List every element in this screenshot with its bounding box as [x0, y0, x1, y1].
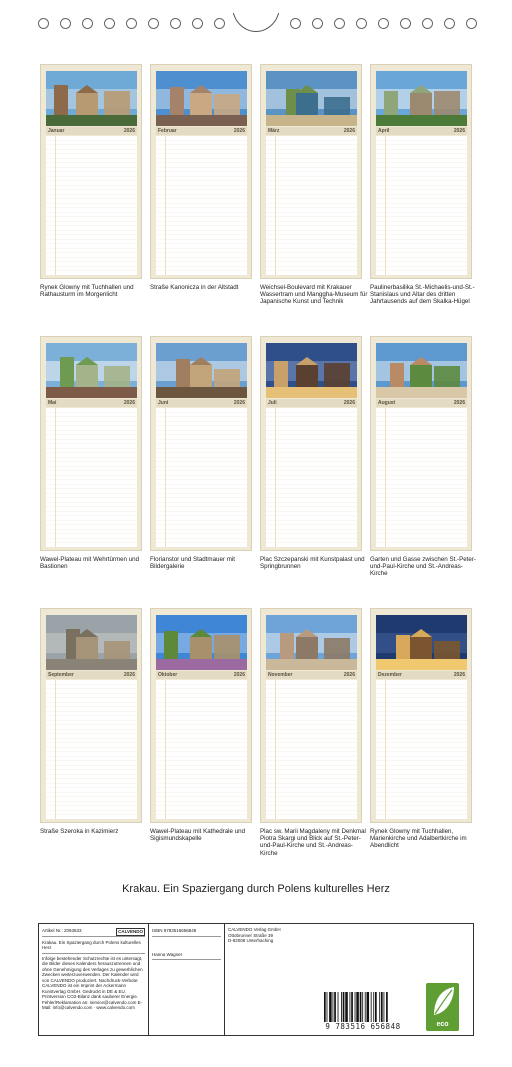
- month-caption: Wawel-Plateau mit Wehrtürmen und Bastionen: [40, 556, 140, 571]
- month-photo-art: [156, 71, 247, 126]
- month-photo: [156, 71, 247, 126]
- footer-col-isbn: [149, 924, 225, 1035]
- day-lines: [376, 680, 467, 819]
- binding-hole: [38, 18, 49, 29]
- month-year: 2026: [453, 672, 465, 678]
- barcode-bar: [381, 992, 383, 1022]
- month-name: September: [48, 672, 74, 678]
- day-lines: [266, 680, 357, 819]
- month-caption: Paulinerbasilika St.-Michaelis-und-St.-Stanislaus und Altar des dritten Jahrtausends auf dem Skalka-Hügel: [370, 284, 475, 306]
- binding-hole: [312, 18, 323, 29]
- month-caption: Wawel-Plateau mit Kathedrale und Sigismundskapelle: [150, 828, 246, 843]
- month-photo-art: [46, 343, 137, 398]
- month-name: April: [378, 128, 390, 134]
- month-name: August: [378, 400, 396, 406]
- barcode-bar: [375, 992, 377, 1022]
- month-caption: Florianstor und Stadtmauer mit Bildergalerie: [150, 556, 235, 571]
- author: Hanna Wagner: [152, 951, 221, 961]
- month-year: 2026: [123, 400, 135, 406]
- month-year: 2026: [233, 672, 245, 678]
- calvendo-logo: CALVENDO: [118, 929, 143, 934]
- month-header: [266, 127, 357, 135]
- month-card: [370, 336, 472, 551]
- barcode-bar: [384, 992, 385, 1022]
- month-photo-art: [156, 343, 247, 398]
- binding-hole: [466, 18, 477, 29]
- month-card: [260, 608, 362, 823]
- month-photo-art: [266, 343, 357, 398]
- month-caption: Plac Szczepanski mit Kunstpalast und Springbrunnen: [260, 556, 365, 571]
- month-year: 2026: [123, 128, 135, 134]
- month-year: 2026: [233, 400, 245, 406]
- month-year: 2026: [123, 672, 135, 678]
- month-caption: Rynek Glowny mit Tuchhallen und Rathausturm im Morgenlicht: [40, 284, 134, 299]
- leaf-icon: [426, 983, 459, 1021]
- month-photo-art: [46, 71, 137, 126]
- article-row: [42, 927, 145, 937]
- month-header: [46, 399, 137, 407]
- month-name: März: [268, 128, 280, 134]
- barcode-bar: [343, 992, 345, 1022]
- binding-hole: [356, 18, 367, 29]
- month-card: [260, 64, 362, 279]
- footer-col-article: [39, 924, 149, 1035]
- month-name: Dezember: [378, 672, 402, 678]
- month-card: [260, 336, 362, 551]
- publisher-name: CALVENDO Verlag GmbH: [228, 927, 281, 932]
- month-photo: [46, 615, 137, 670]
- day-lines: [46, 680, 137, 819]
- month-card: [40, 608, 142, 823]
- short-title: Krakau. Ein Spaziergang durch Polens kulturelles Herz: [42, 939, 145, 954]
- month-photo: [156, 343, 247, 398]
- month-header: [376, 127, 467, 135]
- month-header: [376, 399, 467, 407]
- barcode-bar: [333, 992, 334, 1022]
- month-photo-art: [376, 71, 467, 126]
- barcode-bar: [360, 992, 362, 1022]
- barcode-bar: [350, 992, 351, 1022]
- barcode-bar: [351, 992, 353, 1022]
- month-year: 2026: [343, 672, 355, 678]
- month-card: [150, 608, 252, 823]
- barcode-bar: [355, 992, 356, 1022]
- month-photo: [376, 71, 467, 126]
- publisher-street: Ottobrunner Straße 39: [228, 932, 274, 938]
- month-name: Mai: [48, 400, 57, 406]
- month-photo: [266, 71, 357, 126]
- month-photo: [46, 71, 137, 126]
- month-year: 2026: [343, 400, 355, 406]
- binding-hole: [378, 18, 389, 29]
- barcode-bar: [324, 992, 326, 1022]
- barcode-bar: [356, 992, 359, 1022]
- month-header: [156, 399, 247, 407]
- barcode-bar: [386, 992, 388, 1022]
- month-card: [40, 336, 142, 551]
- month-photo: [156, 615, 247, 670]
- month-photo: [266, 343, 357, 398]
- binding-hole: [82, 18, 93, 29]
- calendar-title: Krakau. Ein Spaziergang durch Polens kulturelles Herz: [122, 883, 390, 895]
- barcode-bar: [362, 992, 363, 1022]
- day-lines: [46, 408, 137, 547]
- barcode-bar: [341, 992, 342, 1022]
- month-photo-art: [376, 343, 467, 398]
- binding-hole: [192, 18, 203, 29]
- legal-notice: Infolge bestehender Schutzrechte ist es untersagt, die Bilder dieses Kalenders herauszutrennen und ohne Genehmigung des Verlages zu gewerblichen Zwecken weiterzuverwenden. Der Kalender wird von CALVENDO produziert. Nachdruck-Verbote: CALVENDO ist ein Imprint der Ackermann Kunstverlag GmbH. Gedruckt in DE & EU. Printversion CO2-Bilanz dank sauberer Energie. Fehler/Reklamation an: service@calvendo.com E-Mail: info@calvendo.com · www.calvendo.com: [42, 955, 143, 1010]
- month-name: Juli: [268, 400, 277, 406]
- day-lines: [156, 136, 247, 275]
- barcode-digits: 9 783516 656848: [325, 1022, 401, 1031]
- month-header: [46, 671, 137, 679]
- month-caption: Straße Kanonicza in der Altstadt: [150, 284, 239, 291]
- barcode-bar: [329, 992, 332, 1022]
- binding-hole: [60, 18, 71, 29]
- binding-hole: [214, 18, 225, 29]
- month-header: [376, 671, 467, 679]
- barcode-bar: [334, 992, 336, 1022]
- month-caption: Plac sw. Marii Magdaleny mit Denkmal Piotra Skargi und Blick auf St.-Peter-und-Paul-Kirche und St.-Andreas-Kirche: [260, 828, 366, 857]
- month-card: [150, 336, 252, 551]
- month-card: [40, 64, 142, 279]
- day-lines: [376, 136, 467, 275]
- binding-hole: [444, 18, 455, 29]
- month-photo-art: [376, 615, 467, 670]
- month-header: [46, 127, 137, 135]
- month-photo-art: [266, 71, 357, 126]
- month-year: 2026: [453, 400, 465, 406]
- binding-hole: [126, 18, 137, 29]
- month-caption: Straße Szeroka in Kazimierz: [40, 828, 119, 835]
- publisher-city: D-82008 Unterhaching: [228, 938, 274, 943]
- binding-hole: [334, 18, 345, 29]
- month-name: Juni: [158, 400, 169, 406]
- isbn: ISBN 9783516656848: [152, 927, 221, 937]
- month-caption: Rynek Glowny mit Tuchhallen, Marienkirche und Adalbertkirche im Abendlicht: [370, 828, 467, 850]
- month-year: 2026: [343, 128, 355, 134]
- binding-hole: [148, 18, 159, 29]
- month-photo-art: [266, 615, 357, 670]
- month-name: Januar: [48, 128, 65, 134]
- month-card: [370, 608, 472, 823]
- month-name: Februar: [158, 128, 177, 134]
- barcode-bar: [327, 992, 328, 1022]
- barcode: [322, 992, 404, 1022]
- eco-label: eco: [436, 1021, 449, 1028]
- month-photo: [266, 615, 357, 670]
- binding-hole: [170, 18, 181, 29]
- month-name: Oktober: [158, 672, 178, 678]
- month-photo: [376, 615, 467, 670]
- month-year: 2026: [453, 128, 465, 134]
- day-lines: [266, 408, 357, 547]
- binding-hole: [422, 18, 433, 29]
- day-lines: [46, 136, 137, 275]
- day-lines: [156, 408, 247, 547]
- month-card: [150, 64, 252, 279]
- publisher-footer: [38, 923, 474, 1036]
- month-caption: Weichsel-Boulevard mit Krakauer Wassertram und Manggha-Museum für Japanische Kunst und Technik: [260, 284, 368, 306]
- barcode-bar: [365, 992, 366, 1022]
- month-photo: [376, 343, 467, 398]
- eco-badge: [426, 983, 459, 1031]
- month-header: [156, 127, 247, 135]
- hanger-mask: [225, 0, 285, 13]
- month-card: [370, 64, 472, 279]
- day-lines: [376, 408, 467, 547]
- month-header: [266, 671, 357, 679]
- month-header: [156, 671, 247, 679]
- barcode-bar: [338, 992, 339, 1022]
- month-photo: [46, 343, 137, 398]
- binding-hole: [104, 18, 115, 29]
- month-photo-art: [156, 615, 247, 670]
- barcode-bar: [373, 992, 374, 1022]
- day-lines: [266, 136, 357, 275]
- month-caption: Garten und Gasse zwischen St.-Peter-und-Paul-Kirche und St.-Andreas-Kirche: [370, 556, 476, 578]
- month-name: November: [268, 672, 293, 678]
- month-year: 2026: [233, 128, 245, 134]
- month-photo-art: [46, 615, 137, 670]
- binding-hole: [400, 18, 411, 29]
- month-header: [266, 399, 357, 407]
- day-lines: [156, 680, 247, 819]
- binding-hole: [290, 18, 301, 29]
- barcode-bar: [379, 992, 380, 1022]
- barcode-bar: [371, 992, 372, 1022]
- barcode-bar: [367, 992, 370, 1022]
- barcode-bar: [345, 992, 348, 1022]
- article-number: Artikel Nr.: 2093633: [42, 928, 82, 933]
